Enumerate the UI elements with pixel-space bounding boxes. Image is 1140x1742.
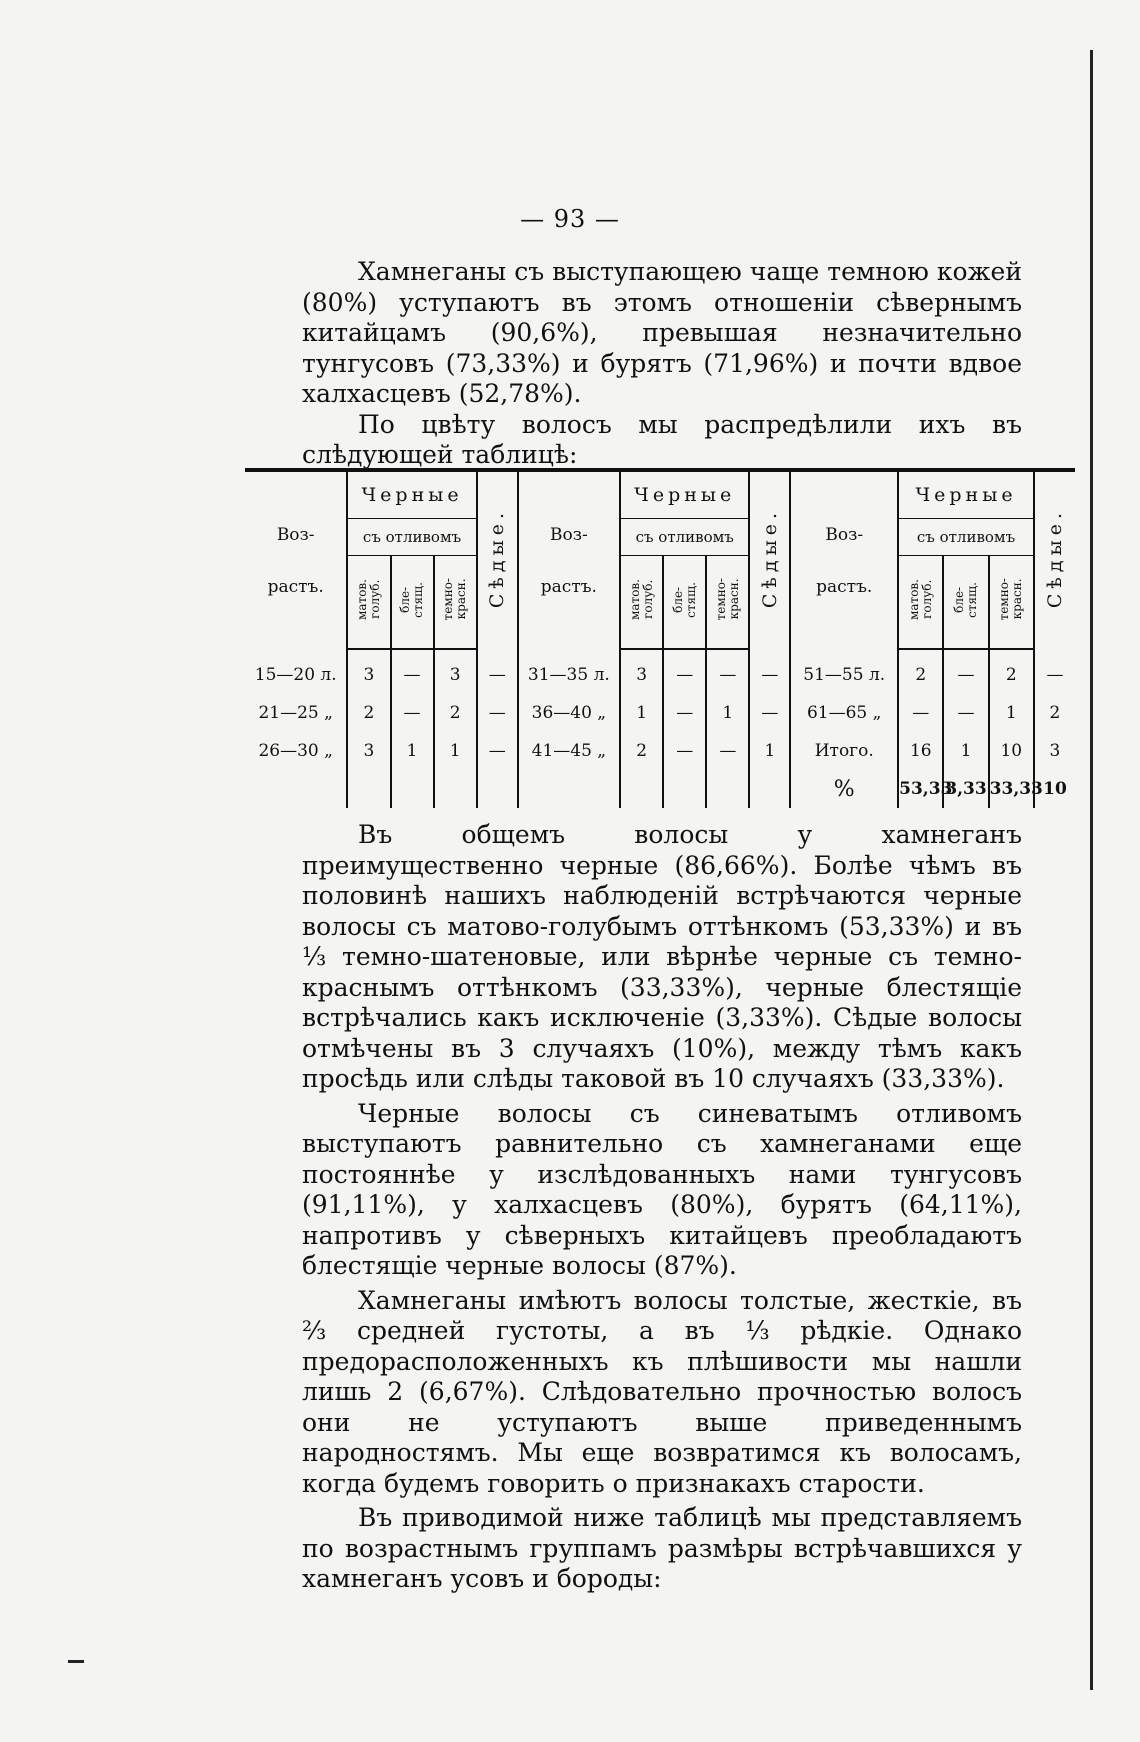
paragraph: По цвѣту волосъ мы распредѣлили ихъ въ слѣдующей таблицѣ: — [302, 409, 1022, 469]
percent-label: % — [790, 770, 898, 808]
subgroup-header: съ отливомъ — [347, 519, 476, 556]
col-matte-blue: матов. голуб. — [620, 556, 663, 650]
col-gray: Сѣдые. — [1034, 470, 1075, 649]
paragraph: Хамнеганы съ выступающею чаще темною кожей (80%) уступаютъ въ этомъ отношеніи сѣвернымъ китайцамъ (90,6%), превышая незначительно тунгусовъ (73,33%) и бурятъ (71,96%) и почти вдвое халхасцевъ (52,78%). — [302, 257, 1022, 408]
col-dark-red: темно- красн. — [706, 556, 749, 650]
group-header-black: Черные — [347, 470, 476, 519]
age-header: Воз- растъ. — [518, 470, 620, 649]
col-gray: Сѣдые. — [477, 470, 518, 649]
paragraph: Въ общемъ волосы у хамнеганъ преимущественно черные (86,66%). Болѣе чѣмъ въ половинѣ нашихъ наблюденій встрѣчаются черные волосы съ матово-голубымъ оттѣнкомъ (53,33%) и въ ⅓ темно-шатеновые, или вѣрнѣе черные съ темно-краснымъ оттѣнкомъ (33,33%), черные блестящіе встрѣчались какъ исключеніе (3,33%). Сѣдые волосы отмѣчены въ 3 случаяхъ (10%), между тѣмъ какъ просѣдь или слѣды таковой въ 10 случаяхъ (33,33%). — [302, 820, 1022, 1093]
paragraph: Черные волосы съ синеватымъ отливомъ выступаютъ равнительно съ хамнеганами еще постояннѣе у изслѣдованныхъ нами тунгусовъ (91,11%), у халхасцевъ (80%), бурятъ (64,11%), напротивъ у сѣверныхъ китайцевъ преобладаютъ блестящіе черные волосы (87%). — [302, 1098, 1022, 1280]
page-edge-line — [1090, 50, 1093, 1690]
col-matte-blue: матов. голуб. — [347, 556, 390, 650]
col-dark-red: темно- красн. — [434, 556, 477, 650]
paragraph: Хамнеганы имѣютъ волосы толстые, жесткіе, въ ⅔ средней густоты, а въ ⅓ рѣдкіе. Однако предорасположенныхъ къ плѣшивости мы нашли лишь 2 (6,67%). Слѣдовательно прочностью волосъ они не уступаютъ выше приведеннымъ народностямъ. Мы еще возвратимся къ волосамъ, когда будемъ говорить о признакахъ старости. — [302, 1285, 1022, 1498]
page-number: — 93 — — [520, 205, 620, 233]
margin-mark — [68, 1660, 84, 1663]
total-label: Итого. — [790, 732, 898, 770]
col-matte-blue: матов. голуб. — [898, 556, 943, 650]
col-glossy: бле- стящ. — [943, 556, 988, 650]
table-row: 26—30 „ 3 1 1 — 41—45 „ 2 — — 1 Итого. 16 1 10 3 — [245, 732, 1075, 770]
percent-row: % 53,33 3,33 33,33 10 — [245, 770, 1075, 808]
intro-text — [302, 257, 1022, 471]
age-header: Воз- растъ. — [267, 524, 324, 597]
body-text — [302, 820, 1022, 1599]
hair-color-table — [245, 468, 1075, 808]
table-row: 15—20 л. 3 — 3 — 31—35 л. 3 — — — 51—55 л. 2 — 2 — — [245, 649, 1075, 694]
col-gray: Сѣдые. — [749, 470, 790, 649]
col-glossy: бле- стящ. — [663, 556, 706, 650]
subgroup-header: съ отливомъ — [898, 519, 1034, 556]
group-header-black: Черные — [898, 470, 1034, 519]
age-header: Воз- растъ. — [790, 470, 898, 649]
subgroup-header: съ отливомъ — [620, 519, 749, 556]
paragraph: Въ приводимой ниже таблицѣ мы представляемъ по возрастнымъ группамъ размѣры встрѣчавшихся у хамнеганъ усовъ и бороды: — [302, 1503, 1022, 1593]
table-row: 21—25 „ 2 — 2 — 36—40 „ 1 — 1 — 61—65 „ — — 1 2 — [245, 694, 1075, 732]
col-glossy: бле- стящ. — [391, 556, 434, 650]
group-header-black: Черные — [620, 470, 749, 519]
col-dark-red: темно- красн. — [989, 556, 1034, 650]
